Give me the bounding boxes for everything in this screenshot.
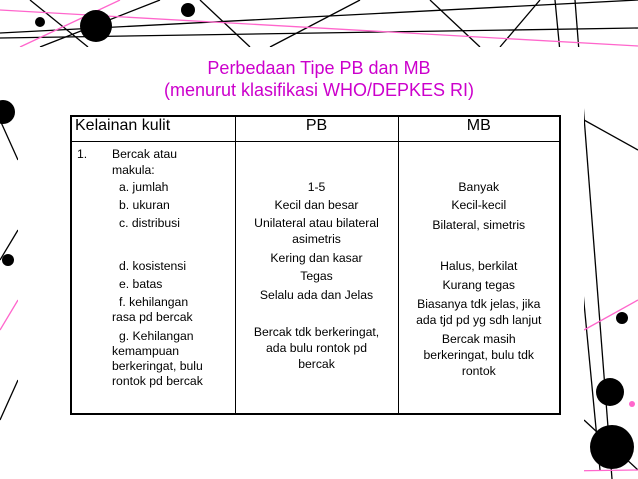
criteria-line: a. jumlah [119,180,169,194]
mb-line: Biasanya tdk jelas, jika [417,297,541,311]
criteria-line: e. batas [119,277,163,291]
criteria-line: rontok pd bercak [112,374,203,388]
pb-line: Kecil dan besar [274,198,359,212]
mb-line: Kecil-kecil [451,198,507,212]
item-number: 1. [77,147,88,161]
cell-kelainan [71,142,235,415]
pb-line: Selalu ada dan Jelas [259,288,374,302]
comparison-table [70,115,561,415]
pb-line: Kering dan kasar [270,251,363,265]
pb-line: bercak [298,357,335,371]
pb-line: 1-5 [307,180,326,194]
criteria-line: d. kosistensi [119,259,187,273]
table-header-row [71,116,560,142]
pb-line: asimetris [292,232,341,246]
criteria-line: rasa pd bercak [112,310,193,324]
criteria-line: f. kehilangan [119,295,189,309]
criteria-line: berkeringat, bulu [112,359,203,373]
table-row [71,142,560,415]
criteria-line: b. ukuran [119,198,170,212]
criteria-line: c. distribusi [119,216,180,230]
mb-line: Banyak [458,180,500,194]
mb-line: Bercak masih [441,332,516,346]
pb-line: ada bulu rontok pd [266,341,367,355]
header-pb: PB [235,116,398,142]
pb-line: Tegas [300,269,333,283]
mb-line: ada tjd pd yg sdh lanjut [416,313,542,327]
criteria-line: kemampuan [112,344,180,358]
slide-subtitle: (menurut klasifikasi WHO/DEPKES RI) [163,80,475,100]
mb-line: berkeringat, bulu tdk [423,348,534,362]
criteria-line: Bercak atau [112,147,178,161]
mb-line: Kurang tegas [442,278,515,292]
header-mb: MB [398,116,560,142]
mb-line: Bilateral, simetris [432,218,526,232]
pb-line: Bercak tdk berkeringat, [253,325,380,339]
mb-line: rontok [461,364,496,378]
header-kelainan-kulit: Kelainan kulit [71,116,235,142]
mb-line: Halus, berkilat [440,259,518,273]
criteria-line: g. Kehilangan [119,329,194,343]
cell-pb [235,142,398,415]
pb-line: Unilateral atau bilateral [254,216,379,230]
criteria-line: makula: [112,163,155,177]
cell-mb [398,142,560,415]
slide-title: Perbedaan Tipe PB dan MB [207,58,431,78]
